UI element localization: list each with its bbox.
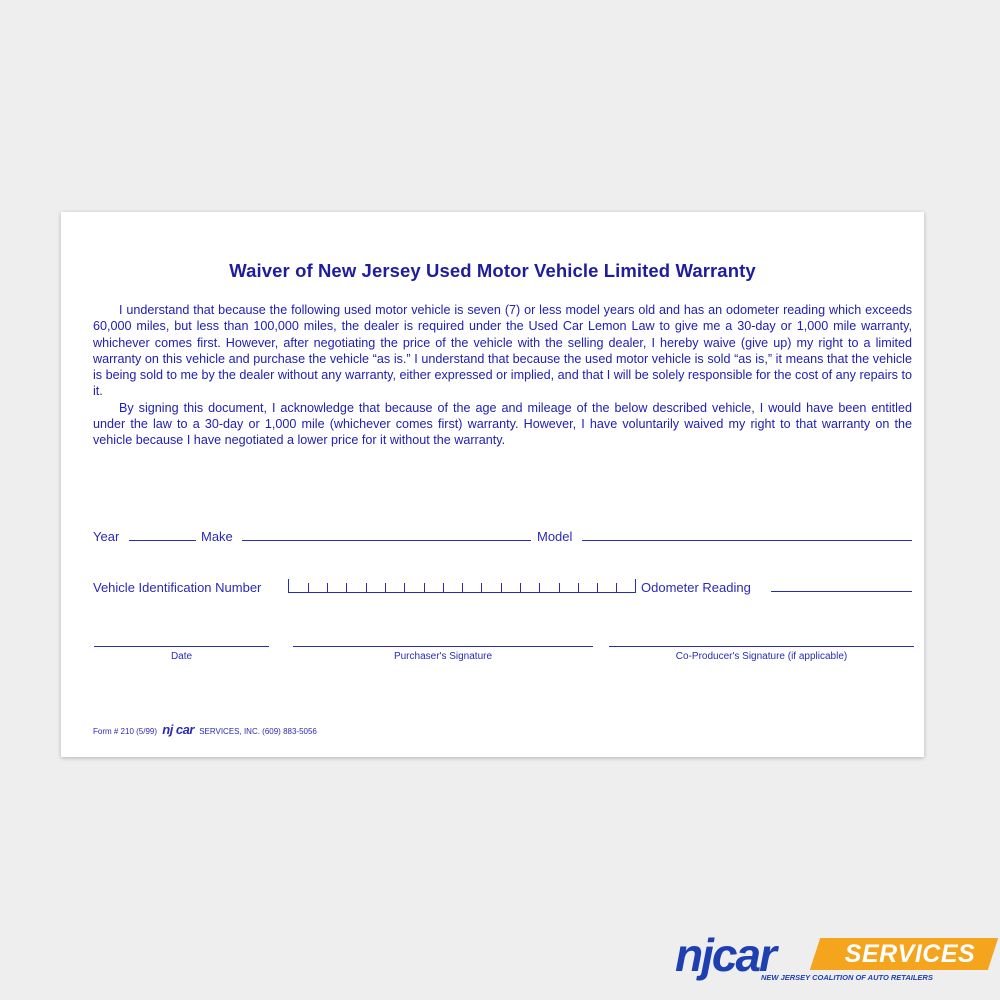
paragraph-1: I understand that because the following used motor vehicle is seven (7) or less model years old and has an odometer reading which exceeds 60,000 miles, but less than 100,000 miles, the dealer is required under the Used Car Lemon Law to give me a 30-day or 1,000 mile warranty, whichever comes first. However, after negotiating the price of the vehicle with the selling dealer, I hereby waive (give up) my right to a limited warranty on this vehicle and purchase the vehicle “as is.” I understand that because the used motor vehicle is sold “as is,” it means that the vehicle is being sold to me by the dealer without any warranty, either expressed or implied, and that I will be solely responsible for the cost of any repairs to it. bbox=[93, 303, 912, 399]
njcar-services-logo bbox=[675, 930, 1000, 990]
company-info: SERVICES, INC. (609) 883-5056 bbox=[199, 727, 317, 736]
year-field[interactable] bbox=[129, 540, 196, 541]
form-body bbox=[93, 302, 912, 449]
paragraph-2: By signing this document, I acknowledge that because of the age and mileage of the below described vehicle, I would have been entitled under the law to a 30-day or 1,000 mile (whichever comes first) warranty. However, I have voluntarily waived my right to that warranty on the vehicle because I have negotiated a lower price for it without the warranty. bbox=[93, 400, 912, 448]
odometer-field[interactable] bbox=[771, 591, 912, 592]
make-field[interactable] bbox=[242, 540, 531, 541]
form-number: Form # 210 (5/99) bbox=[93, 727, 158, 736]
brand-tagline: NEW JERSEY COALITION OF AUTO RETAILERS bbox=[761, 973, 933, 982]
co-producer-signature-label: Co-Producer's Signature (if applicable) bbox=[675, 651, 848, 662]
njcar-small-logo: nj car bbox=[162, 722, 194, 737]
purchaser-signature-line[interactable] bbox=[293, 646, 593, 647]
model-field[interactable] bbox=[582, 540, 912, 541]
year-label: Year bbox=[93, 529, 120, 544]
brand-services: SERVICES bbox=[844, 940, 976, 968]
vin-field[interactable] bbox=[288, 580, 636, 593]
co-producer-signature-line[interactable] bbox=[609, 646, 914, 647]
purchaser-signature-label: Purchaser's Signature bbox=[393, 651, 493, 662]
model-label: Model bbox=[537, 529, 573, 544]
brand-njcar: njcar bbox=[675, 929, 775, 981]
vehicle-row-2 bbox=[93, 575, 912, 595]
odometer-label: Odometer Reading bbox=[641, 580, 751, 595]
form-footer bbox=[93, 722, 317, 737]
date-line[interactable] bbox=[94, 646, 269, 647]
form-title: Waiver of New Jersey Used Motor Vehicle Limited Warranty bbox=[229, 260, 756, 281]
waiver-form-card bbox=[61, 212, 924, 757]
make-label: Make bbox=[201, 529, 233, 544]
date-label: Date bbox=[170, 651, 193, 662]
vehicle-row-1 bbox=[93, 524, 912, 544]
vin-label: Vehicle Identification Number bbox=[93, 580, 262, 595]
